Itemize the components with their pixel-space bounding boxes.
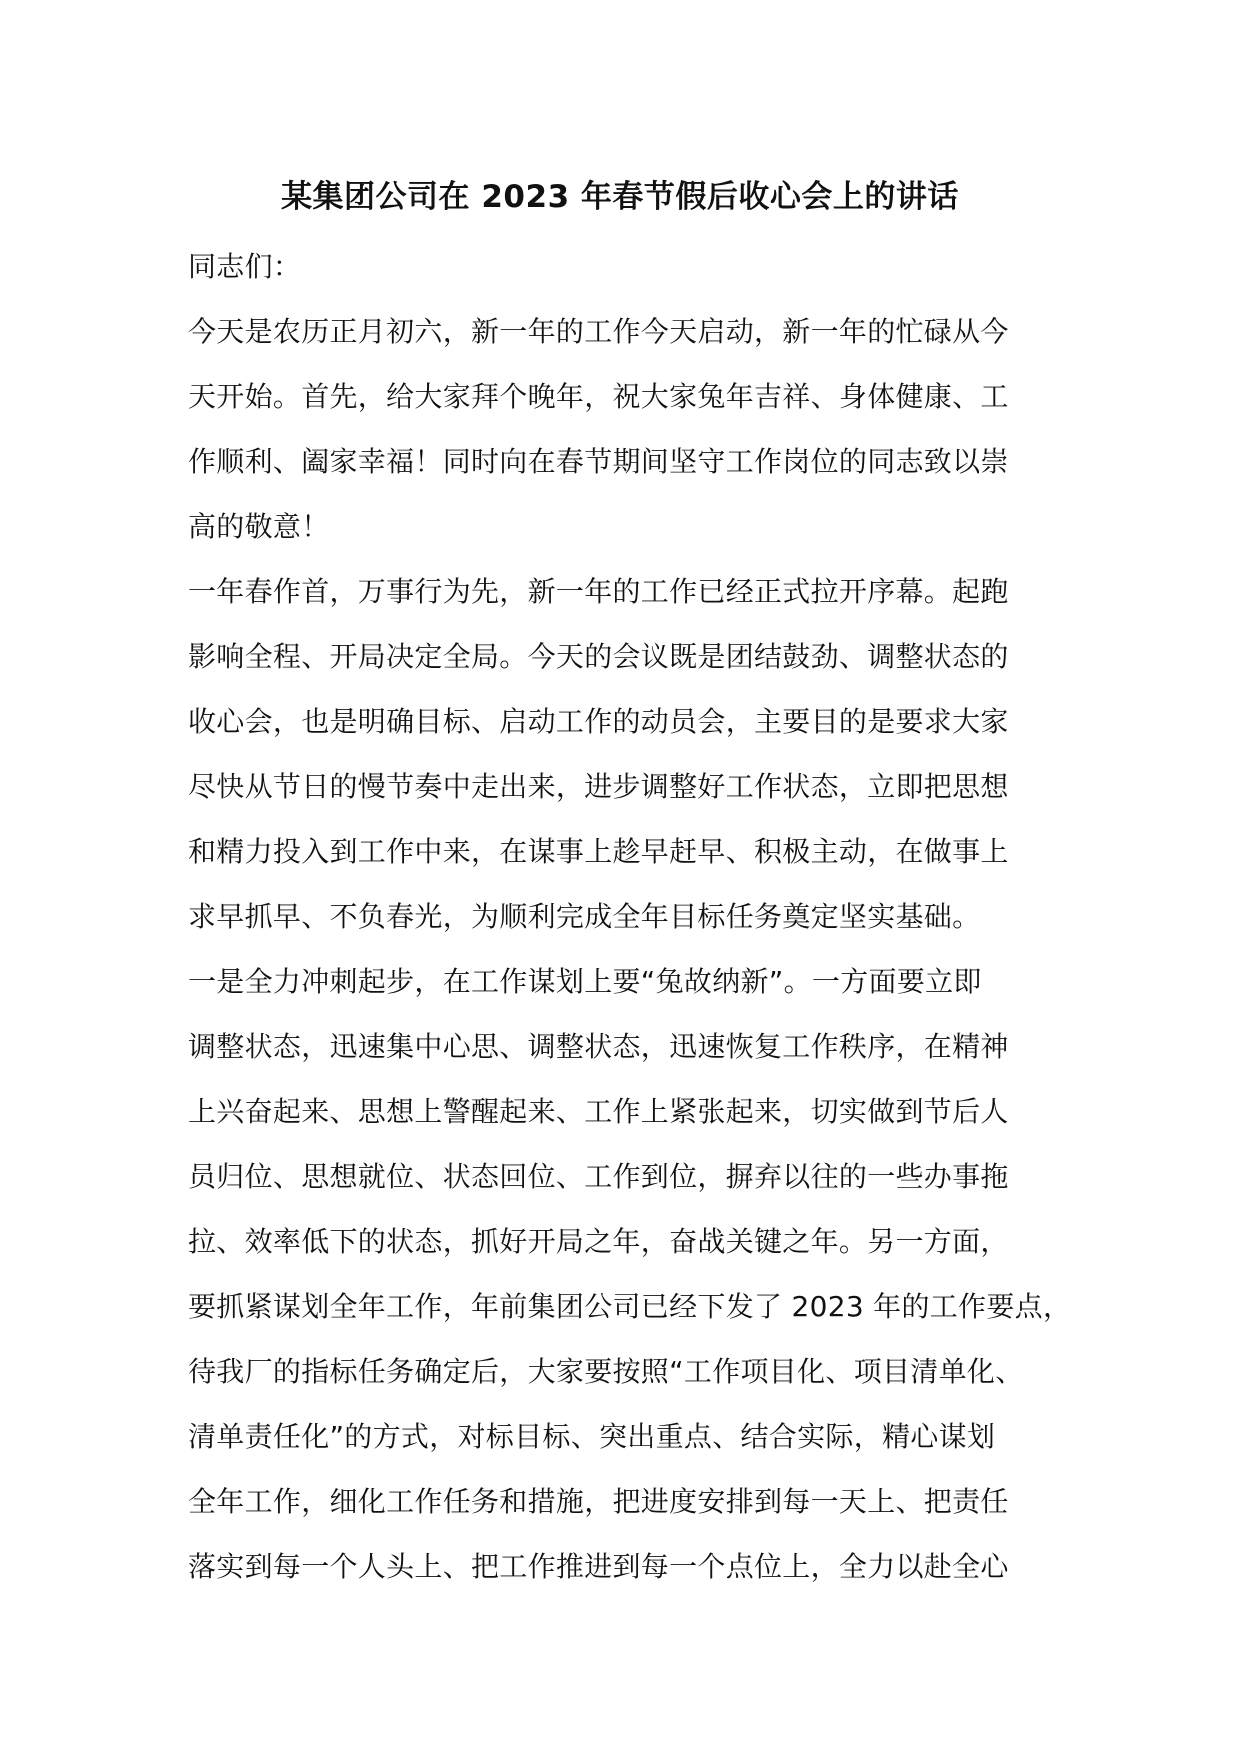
text-line: 员归位、思想就位、状态回位、工作到位，摒弃以往的一些办事拖 [188, 1160, 1009, 1193]
text-line: 清单责任化”的方式，对标目标、突出重点、结合实际，精心谋划 [188, 1420, 996, 1453]
text-line: 要抓紧谋划全年工作，年前集团公司已经下发了 2023 年的工作要点， [188, 1290, 1072, 1323]
text-line: 作顺利、阖家幸福！同时向在春节期间坚守工作岗位的同志致以崇 [188, 445, 1009, 478]
text-line: 尽快从节日的慢节奏中走出来，进步调整好工作状态，立即把思想 [188, 770, 1009, 803]
text-line: 收心会，也是明确目标、启动工作的动员会，主要目的是要求大家 [188, 705, 1009, 738]
document-body [188, 234, 1072, 1599]
text-line: 一是全力冲刺起步，在工作谋划上要“兔故纳新”。一方面要立即 [188, 965, 982, 998]
text-line: 高的敬意！ [188, 510, 330, 543]
text-line: 影响全程、开局决定全局。今天的会议既是团结鼓劲、调整状态的 [188, 640, 1009, 673]
text-line: 拉、效率低下的状态，抓好开局之年，奋战关键之年。另一方面， [188, 1225, 1009, 1258]
text-line: 一年春作首，万事行为先，新一年的工作已经正式拉开序幕。起跑 [188, 575, 1009, 608]
text-line: 和精力投入到工作中来，在谋事上趁早赶早、积极主动，在做事上 [188, 835, 1009, 868]
text-line: 今天是农历正月初六，新一年的工作今天启动，新一年的忙碌从今 [188, 315, 1009, 348]
text-line: 上兴奋起来、思想上警醒起来、工作上紧张起来，切实做到节后人 [188, 1095, 1009, 1128]
text-line: 调整状态，迅速集中心思、调整状态，迅速恢复工作秩序，在精神 [188, 1030, 1009, 1063]
text-line: 待我厂的指标任务确定后，大家要按照“工作项目化、项目清单化、 [188, 1355, 1024, 1388]
text-line: 天开始。首先，给大家拜个晚年，祝大家兔年吉祥、身体健康、工 [188, 380, 1009, 413]
text-line: 落实到每一个人头上、把工作推进到每一个点位上，全力以赴全心 [188, 1550, 1009, 1583]
text-line: 求早抓早、不负春光，为顺利完成全年目标任务奠定坚实基础。 [188, 900, 981, 933]
text-line: 同志们： [188, 250, 302, 283]
document-title: 某集团公司在 2023 年春节假后收心会上的讲话 [281, 179, 959, 215]
text-line: 全年工作，细化工作任务和措施，把进度安排到每一天上、把责任 [188, 1485, 1009, 1518]
